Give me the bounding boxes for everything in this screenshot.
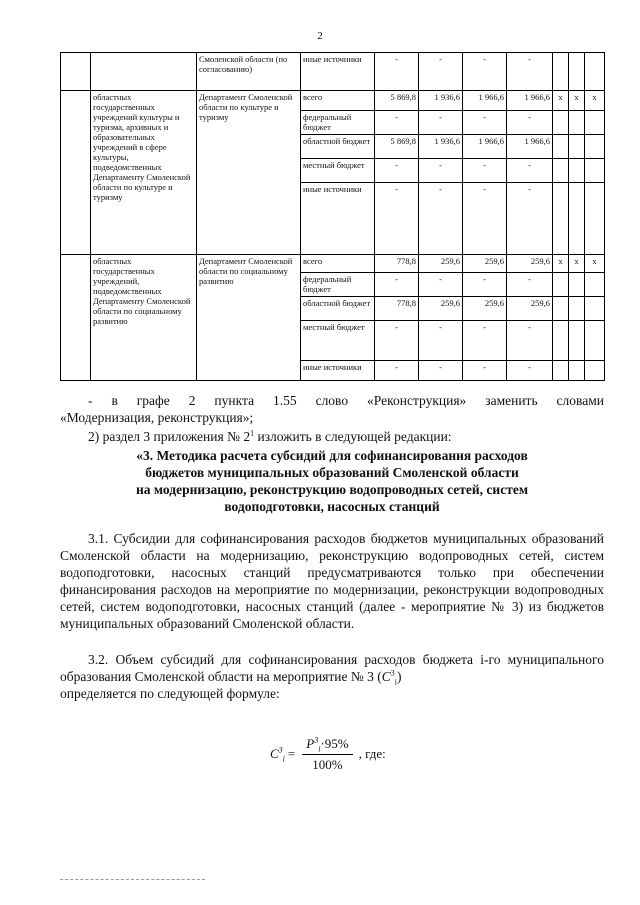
source-cell: областной бюджет <box>301 135 375 159</box>
value-cell: - <box>507 361 553 381</box>
source-cell: федеральный бюджет <box>301 273 375 297</box>
value-cell: - <box>507 321 553 361</box>
value-cell: - <box>507 159 553 183</box>
value-cell: 1 966,6 <box>507 91 553 111</box>
formula-numerator: $P^3_i\cdot 95\%$ <box>302 736 352 755</box>
recipient-cell: областных государственных учреждений культуры и туризма, архивных и образовательных учреждений в сфере культуры, подведомственных Департаменту Смоленской области по культуре и туризму <box>91 91 197 255</box>
value-cell: 1 936,6 <box>419 91 463 111</box>
value-cell: 1 966,6 <box>507 135 553 159</box>
source-cell: всего <box>301 91 375 111</box>
mark-cell: х <box>569 255 585 273</box>
department-cell: Департамент Смоленской области по культуре и туризму <box>197 91 301 255</box>
formula-denominator: 100% <box>312 756 343 772</box>
section-heading: «3. Методика расчета субсидий для софинансирования расходов бюджетов муниципальных образований Смоленской области на модернизацию, реконструкцию водопроводных сетей, систем водоподготовки, насосных станций <box>135 448 529 514</box>
value-cell: - <box>419 159 463 183</box>
value-cell: 259,6 <box>419 255 463 273</box>
value-cell: 1 966,6 <box>463 135 507 159</box>
value-cell: - <box>507 111 553 135</box>
amendment-paragraph: - в графе 2 пункта 1.55 слово «Реконструкция» заменить словами «Модернизация, реконструкция»; <box>60 393 604 425</box>
value-cell: - <box>375 111 419 135</box>
source-cell: иные источники <box>301 361 375 381</box>
formula-tail: , где: <box>358 746 386 761</box>
value-cell: 778,8 <box>375 255 419 273</box>
footnote-divider <box>60 879 205 880</box>
value-cell: - <box>419 111 463 135</box>
value-cell: - <box>463 111 507 135</box>
value-cell: - <box>375 273 419 297</box>
source-cell: федеральный бюджет <box>301 111 375 135</box>
source-cell: местный бюджет <box>301 321 375 361</box>
item-2-paragraph: 2) раздел 3 приложения № $2^1$ изложить в следующей редакции: <box>88 428 452 444</box>
value-cell: - <box>463 159 507 183</box>
source-cell: всего <box>301 255 375 273</box>
formula-equals: = <box>287 746 296 761</box>
source-cell: иные источники <box>301 183 375 255</box>
value-cell: 1 966,6 <box>463 91 507 111</box>
source-cell: местный бюджет <box>301 159 375 183</box>
value-cell: - <box>375 53 419 91</box>
value-cell: 259,6 <box>507 255 553 273</box>
value-cell: - <box>463 273 507 297</box>
paragraph-3-1: 3.1. Субсидии для софинансирования расходов бюджетов муниципальных образований Смоленской области на модернизацию, реконструкцию водопроводных сетей, систем водоподготовки, насосных станций предусматриваются только при обеспечении финансирования расходов на мероприятие по модернизации, реконструкции водопроводных сетей, систем водоподготовки, насосных станций (далее - мероприятие № 3) из бюджетов муниципальных образований Смоленской области. <box>60 531 604 631</box>
value-cell: - <box>507 273 553 297</box>
value-cell: - <box>375 321 419 361</box>
value-cell: - <box>463 53 507 91</box>
value-cell: - <box>375 183 419 255</box>
department-cell: Департамент Смоленской области по социальному развитию <box>197 255 301 381</box>
mark-cell: х <box>569 91 585 111</box>
department-cell: Смоленской области (по согласованию) <box>197 53 301 91</box>
paragraph-3-2: 3.2. Объем субсидий для софинансирования расходов бюджета i-го муниципального образования Смоленской области на мероприятие № 3 $(C^3_i)$ определяется по следующей формуле: <box>60 652 604 701</box>
subsidy-formula <box>270 732 386 776</box>
recipient-cell: областных государственных учреждений, подведомственных Департаменту Смоленской области по социальному развитию <box>91 255 197 381</box>
value-cell: - <box>463 361 507 381</box>
table-row <box>61 91 605 111</box>
value-cell: - <box>419 183 463 255</box>
formula-fraction <box>302 736 352 773</box>
value-cell: 1 936,6 <box>419 135 463 159</box>
budget-table <box>60 52 605 381</box>
value-cell: - <box>419 361 463 381</box>
value-cell: 778,8 <box>375 297 419 321</box>
value-cell: - <box>419 321 463 361</box>
value-cell: 5 869,8 <box>375 135 419 159</box>
mark-cell: х <box>553 91 569 111</box>
table-row <box>61 53 605 91</box>
value-cell: 259,6 <box>463 297 507 321</box>
value-cell: - <box>419 273 463 297</box>
value-cell: - <box>375 361 419 381</box>
value-cell: - <box>419 53 463 91</box>
source-cell: иные источники <box>301 53 375 91</box>
page-number: 2 <box>317 30 323 42</box>
source-cell: областной бюджет <box>301 297 375 321</box>
value-cell: - <box>375 159 419 183</box>
mark-cell: х <box>585 91 605 111</box>
value-cell: 259,6 <box>507 297 553 321</box>
value-cell: - <box>507 53 553 91</box>
value-cell: - <box>507 183 553 255</box>
mark-cell: х <box>553 255 569 273</box>
table-row <box>61 255 605 273</box>
value-cell: 5 869,8 <box>375 91 419 111</box>
value-cell: - <box>463 183 507 255</box>
value-cell: 259,6 <box>463 255 507 273</box>
value-cell: 259,6 <box>419 297 463 321</box>
value-cell: - <box>463 321 507 361</box>
formula-lhs: $C^3_i$ <box>270 745 285 764</box>
mark-cell: х <box>585 255 605 273</box>
